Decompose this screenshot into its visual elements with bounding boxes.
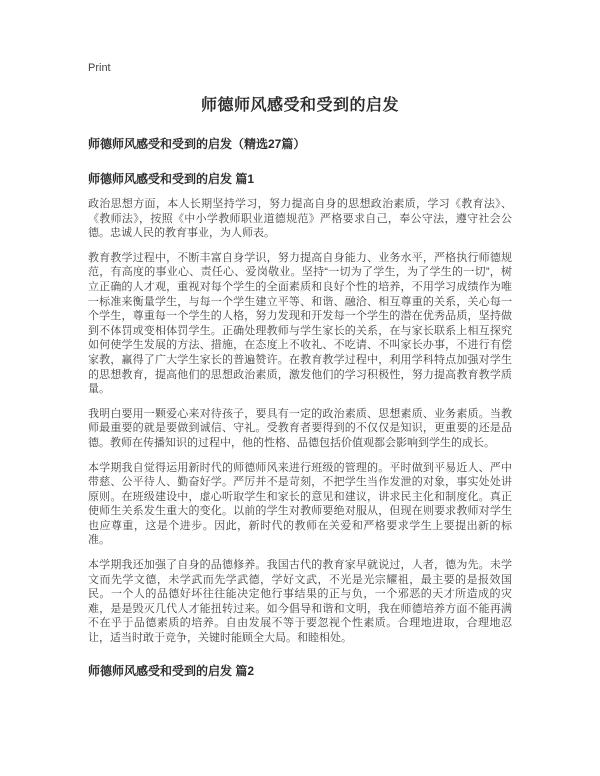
paragraph-3: 我明白要用一颗爱心来对待孩子，要具有一定的政治素质、思想素质、业务素质。当教师最重要的就是要做到诚信、守礼。受教育者要得到的不仅仅是知识，更重要的还是品德。教师在传播知识的过程中，他的性格、品德包括价值观都会影响到学生的成长。 xyxy=(88,407,512,449)
page-title: 师德师风感受和受到的启发 xyxy=(200,97,399,114)
print-button[interactable]: Print xyxy=(88,62,111,74)
paragraph-1: 政治思想方面，本人长期坚持学习，努力提高自身的思想政治素质，学习《教育法》、《教师法》，按照《中小学教师职业道德规范》严格要求自己，奉公守法，遵守社会公德。忠诚人民的教育事业，为人师表。 xyxy=(88,198,512,240)
section-heading-part1: 师德师风感受和受到的启发 篇1 xyxy=(88,172,255,186)
paragraph-5: 本学期我还加强了自身的品德修养。我国古代的教育家早就说过，人者，德为先。未学文而先学文德，未学武而先学武德，学好文武，不光是光宗耀祖，最主要的是报效国民。一个人的品德好坏往往能决定他行事结果的正与负，一个邪恶的天才所造成的灾难，是是毁灭几代人才能扭转过来。如今倡导和谐和文明，我在师德培养方面不能再满不在乎于品德素质的培养。自由发展不等于要忽视个性素质。合理地进取，合理地忍让，适当时敢于竞争，关键时能顾全大局。和睦相处。 xyxy=(88,559,512,645)
paragraph-2: 教育教学过程中，不断丰富自身学识，努力提高自身能力、业务水平，严格执行师德规范，有高度的事业心、责任心、爱岗敬业。坚持“一切为了学生，为了学生的一切”，树立正确的人才观，重视对每个学生的全面素质和良好个性的培养，不用学习成绩作为唯一标准来衡量学生，与每一个学生建立平等、和谐、融洽、相互尊重的关系，关心每一个学生，尊重每一个学生的人格，努力发现和开发每一个学生的潜在优秀品质，坚持做到不体罚或变相体罚学生。正确处理教师与学生家长的关系，在与家长联系上相互探究如何使学生发展的方法、措施，在态度上不收礼、不吃请、不叫家长办事，不进行有偿家教，赢得了广大学生家长的普遍赞许。在教育教学过程中，利用学科特点加强对学生的思想教育，提高他们的思想政治素质，激发他们的学习积极性，努力提高教育教学质量。 xyxy=(88,251,512,396)
paragraph-4: 本学期我自觉得运用新时代的师德师风来进行班级的管理的。平时做到平易近人、严中带慈、公平待人、勤奋好学。严厉并不是苛刻，不把学生当作发泄的对象，事实处处讲原则。在班级建设中，虚心听取学生和家长的意见和建议，讲求民主化和制度化。真正使师生关系发生重大的变化。以前的学生对教师要绝对服从，但现在则要求教师对学生也应尊重，这是个进步。因此，新时代的教师在关爱和严格要求学生上要提出新的标准。 xyxy=(88,461,512,547)
collection-subtitle: 师德师风感受和受到的启发（精选27篇） xyxy=(88,137,306,151)
section-heading-part2: 师德师风感受和受到的启发 篇2 xyxy=(88,663,255,678)
